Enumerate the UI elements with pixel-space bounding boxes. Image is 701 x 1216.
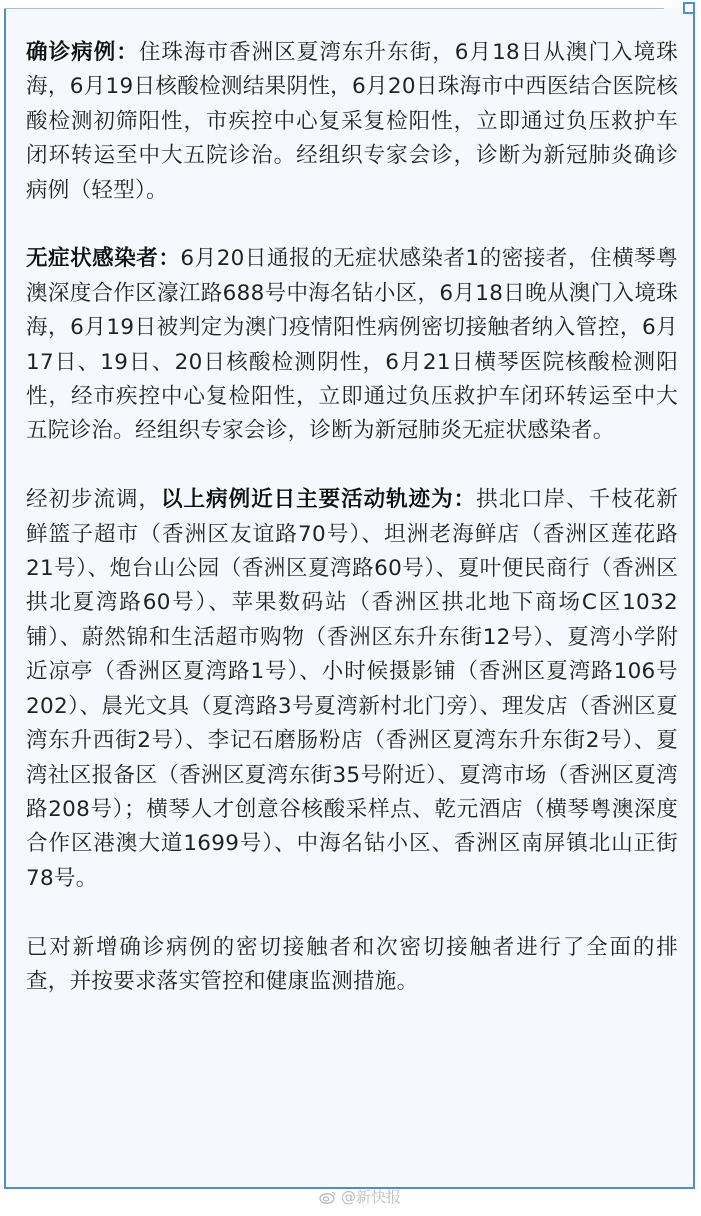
- weibo-icon: [319, 1190, 337, 1204]
- trajectory-text: 拱北口岸、千枝花新鲜篮子超市（香洲区友谊路70号）、坦洲老海鲜店（香洲区莲花路21号）、炮台山公园（香洲区夏湾路60号）、夏叶便民商行（香洲区拱北夏湾路60号）、苹果数码站（香洲区拱北地下商场C区1032铺）、蔚然锦和生活超市购物（香洲区东升东街12号）、夏湾小学附近凉亭（香洲区夏湾路1号）、小时候摄影铺（香洲区夏湾路106号202）、晨光文具（夏湾路3号夏湾新村北门旁）、理发店（香洲区夏湾东升西街2号）、李记石磨肠粉店（香洲区夏湾东升东街2号）、夏湾社区报备区（香洲区夏湾东街35号附近）、夏湾市场（香洲区夏湾路208号）；横琴人才创意谷核酸采样点、乾元酒店（横琴粤澳深度合作区港澳大道1699号）、中海名钻小区、香洲区南屏镇北山正街78号。: [26, 487, 678, 891]
- paragraph-asymptomatic: [26, 242, 678, 448]
- paragraph-trajectory: [26, 483, 678, 896]
- article-body: [26, 36, 678, 1034]
- corner-marker: [683, 2, 695, 14]
- top-divider: [4, 8, 664, 9]
- trajectory-intro: 经初步流调，: [26, 487, 162, 513]
- confirmed-case-heading: 确诊病例：: [26, 40, 139, 65]
- measures-text: 已对新增确诊病例的密切接触者和次密切接触者进行了全面的排查，并按要求落实管控和健康监测措施。: [26, 934, 678, 994]
- watermark-text: @新快报: [340, 1188, 401, 1206]
- asymptomatic-heading: 无症状感染者：: [26, 246, 181, 272]
- paragraph-confirmed-case: [26, 36, 678, 208]
- asymptomatic-text: 6月20日通报的无症状感染者1的密接者，住横琴粤澳深度合作区濠江路688号中海名钻小区，6月18日晚从澳门入境珠海，6月19日被判定为澳门疫情阳性病例密切接触者纳入管控，6月17日、19日、20日核酸检测阴性，6月21日横琴医院核酸检测阳性，经市疾控中心复检阳性，立即通过负压救护车闭环转运至中大五院诊治。经组织专家会诊，诊断为新冠肺炎无症状感染者。: [26, 246, 678, 444]
- paragraph-measures: [26, 931, 678, 1000]
- trajectory-heading: 以上病例近日主要活动轨迹为：: [161, 487, 477, 513]
- confirmed-case-text: 住珠海市香洲区夏湾东升东街，6月18日从澳门入境珠海，6月19日核酸检测结果阴性，6月20日珠海市中西医结合医院核酸检测初筛阳性，市疾控中心复采复检阳性，立即通过负压救护车闭环转运至中大五院诊治。经组织专家会诊，诊断为新冠肺炎确诊病例（轻型）。: [26, 40, 678, 203]
- watermark: [319, 1186, 401, 1207]
